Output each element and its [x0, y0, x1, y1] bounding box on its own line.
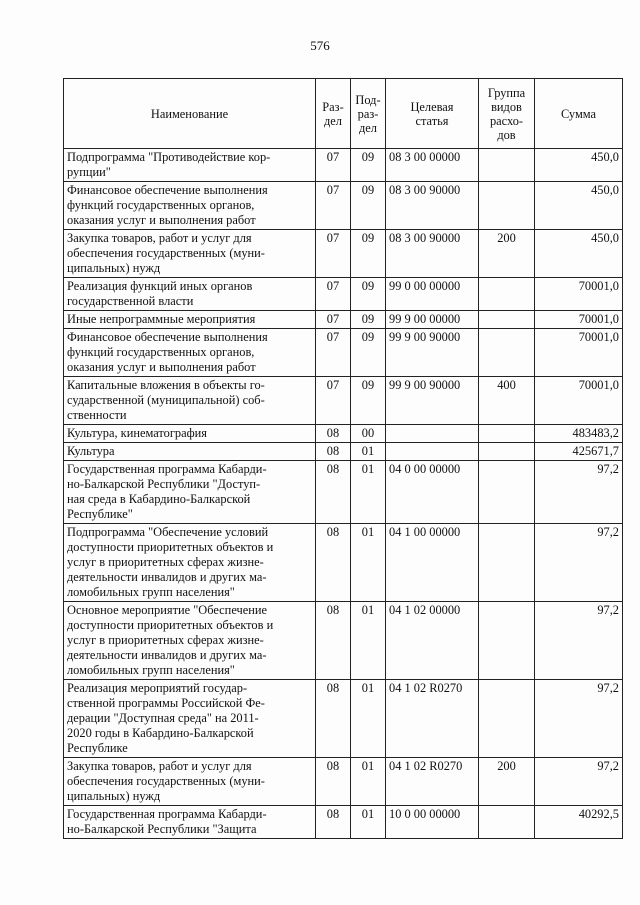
header-target-label: Целевая статья — [410, 99, 454, 128]
row-name: Реализация функций иных органов государственной власти — [64, 278, 316, 311]
row-amount: 70001,0 — [535, 278, 623, 311]
row-expense-group: 200 — [479, 230, 535, 278]
header-section — [316, 79, 351, 149]
row-name: Государственная программа Кабарди- но-Балкарской Республики "Доступ- ная среда в Кабардино-Балкарской Республике" — [64, 461, 316, 524]
table-row — [64, 278, 623, 311]
row-expense-group — [479, 311, 535, 329]
table-row — [64, 806, 623, 839]
table-row — [64, 461, 623, 524]
row-subsection: 01 — [351, 758, 386, 806]
table-row — [64, 311, 623, 329]
table-row — [64, 230, 623, 278]
row-expense-group — [479, 602, 535, 680]
row-name: Подпрограмма "Обеспечение условий доступности приоритетных объектов и услуг в приоритетных сферах жизне- деятельности инвалидов и других ма- ломобильных групп населения" — [64, 524, 316, 602]
row-name: Подпрограмма "Противодействие кор- рупции" — [64, 149, 316, 182]
row-section: 07 — [316, 278, 351, 311]
row-expense-group: 200 — [479, 758, 535, 806]
page-number: 576 — [310, 38, 330, 53]
header-subsection — [351, 79, 386, 149]
row-subsection: 09 — [351, 329, 386, 377]
row-target: 04 1 02 R0270 — [386, 758, 479, 806]
table-row — [64, 758, 623, 806]
row-section: 08 — [316, 758, 351, 806]
row-target: 99 0 00 00000 — [386, 278, 479, 311]
row-target: 04 1 02 R0270 — [386, 680, 479, 758]
row-name: Культура, кинематография — [64, 425, 316, 443]
row-target: 99 9 00 90000 — [386, 377, 479, 425]
row-expense-group — [479, 806, 535, 839]
row-expense-group: 400 — [479, 377, 535, 425]
row-subsection: 01 — [351, 806, 386, 839]
row-amount: 450,0 — [535, 230, 623, 278]
row-section: 08 — [316, 443, 351, 461]
row-subsection: 01 — [351, 602, 386, 680]
budget-table — [63, 78, 623, 839]
row-section: 08 — [316, 461, 351, 524]
row-amount: 97,2 — [535, 461, 623, 524]
row-subsection: 00 — [351, 425, 386, 443]
row-expense-group — [479, 680, 535, 758]
row-name: Капитальные вложения в объекты го- сударственной (муниципальной) соб- ственности — [64, 377, 316, 425]
row-name: Основное мероприятие "Обеспечение доступности приоритетных объектов и услуг в приоритетных сферах жизне- деятельности инвалидов и других ма- ломобильных групп населения" — [64, 602, 316, 680]
row-name: Закупка товаров, работ и услуг для обеспечения государственных (муни- ципальных) нужд — [64, 758, 316, 806]
row-name: Реализация мероприятий государ- ственной программы Российской Фе- дерации "Доступная среда" на 2011- 2020 годы в Кабардино-Балкарской Республике — [64, 680, 316, 758]
row-expense-group — [479, 461, 535, 524]
header-name-label: Наименование — [150, 106, 229, 121]
row-section: 08 — [316, 425, 351, 443]
row-target: 08 3 00 00000 — [386, 149, 479, 182]
header-expense-group — [479, 79, 535, 149]
row-target: 10 0 00 00000 — [386, 806, 479, 839]
row-section: 08 — [316, 806, 351, 839]
header-subsection-label: Под- раз- дел — [355, 92, 381, 135]
table-row — [64, 182, 623, 230]
row-section: 08 — [316, 602, 351, 680]
row-section: 07 — [316, 329, 351, 377]
row-subsection: 09 — [351, 377, 386, 425]
row-section: 07 — [316, 149, 351, 182]
header-amount-label: Сумма — [560, 106, 597, 121]
row-target: 04 1 02 00000 — [386, 602, 479, 680]
row-target: 99 9 00 00000 — [386, 311, 479, 329]
row-subsection: 01 — [351, 524, 386, 602]
row-target: 08 3 00 90000 — [386, 182, 479, 230]
header-target — [386, 79, 479, 149]
row-name: Культура — [64, 443, 316, 461]
header-name — [64, 79, 316, 149]
row-target: 04 0 00 00000 — [386, 461, 479, 524]
row-section: 08 — [316, 680, 351, 758]
table-row — [64, 524, 623, 602]
row-section: 07 — [316, 230, 351, 278]
row-target — [386, 425, 479, 443]
table-row — [64, 680, 623, 758]
table-header-row — [64, 79, 623, 149]
row-subsection: 01 — [351, 461, 386, 524]
row-amount: 97,2 — [535, 524, 623, 602]
row-subsection: 09 — [351, 182, 386, 230]
row-amount: 450,0 — [535, 149, 623, 182]
table-row — [64, 377, 623, 425]
row-section: 07 — [316, 311, 351, 329]
row-amount: 483483,2 — [535, 425, 623, 443]
row-name: Закупка товаров, работ и услуг для обеспечения государственных (муни- ципальных) нужд — [64, 230, 316, 278]
row-subsection: 01 — [351, 680, 386, 758]
row-amount: 70001,0 — [535, 311, 623, 329]
row-expense-group — [479, 425, 535, 443]
header-section-label: Раз- дел — [322, 99, 344, 128]
row-target: 04 1 00 00000 — [386, 524, 479, 602]
row-expense-group — [479, 524, 535, 602]
row-name: Финансовое обеспечение выполнения функций государственных органов, оказания услуг и выполнения работ — [64, 329, 316, 377]
row-subsection: 09 — [351, 230, 386, 278]
row-expense-group — [479, 443, 535, 461]
row-section: 07 — [316, 182, 351, 230]
table-row — [64, 149, 623, 182]
header-amount — [535, 79, 623, 149]
row-amount: 97,2 — [535, 680, 623, 758]
table-row — [64, 443, 623, 461]
row-target: 99 9 00 90000 — [386, 329, 479, 377]
table-row — [64, 425, 623, 443]
row-expense-group — [479, 149, 535, 182]
row-amount: 425671,7 — [535, 443, 623, 461]
row-section: 07 — [316, 377, 351, 425]
row-target: 08 3 00 90000 — [386, 230, 479, 278]
row-name: Финансовое обеспечение выполнения функций государственных органов, оказания услуг и выполнения работ — [64, 182, 316, 230]
row-expense-group — [479, 278, 535, 311]
row-name: Государственная программа Кабарди- но-Балкарской Республики "Защита — [64, 806, 316, 839]
row-amount: 97,2 — [535, 602, 623, 680]
row-amount: 70001,0 — [535, 329, 623, 377]
row-section: 08 — [316, 524, 351, 602]
row-expense-group — [479, 329, 535, 377]
row-target — [386, 443, 479, 461]
row-amount: 40292,5 — [535, 806, 623, 839]
row-amount: 97,2 — [535, 758, 623, 806]
row-subsection: 01 — [351, 443, 386, 461]
row-expense-group — [479, 182, 535, 230]
table-row — [64, 329, 623, 377]
row-amount: 70001,0 — [535, 377, 623, 425]
row-name: Иные непрограммные мероприятия — [64, 311, 316, 329]
row-amount: 450,0 — [535, 182, 623, 230]
row-subsection: 09 — [351, 278, 386, 311]
row-subsection: 09 — [351, 311, 386, 329]
row-subsection: 09 — [351, 149, 386, 182]
header-expense-group-label: Группа видов расхо- дов — [487, 85, 526, 142]
table-row — [64, 602, 623, 680]
